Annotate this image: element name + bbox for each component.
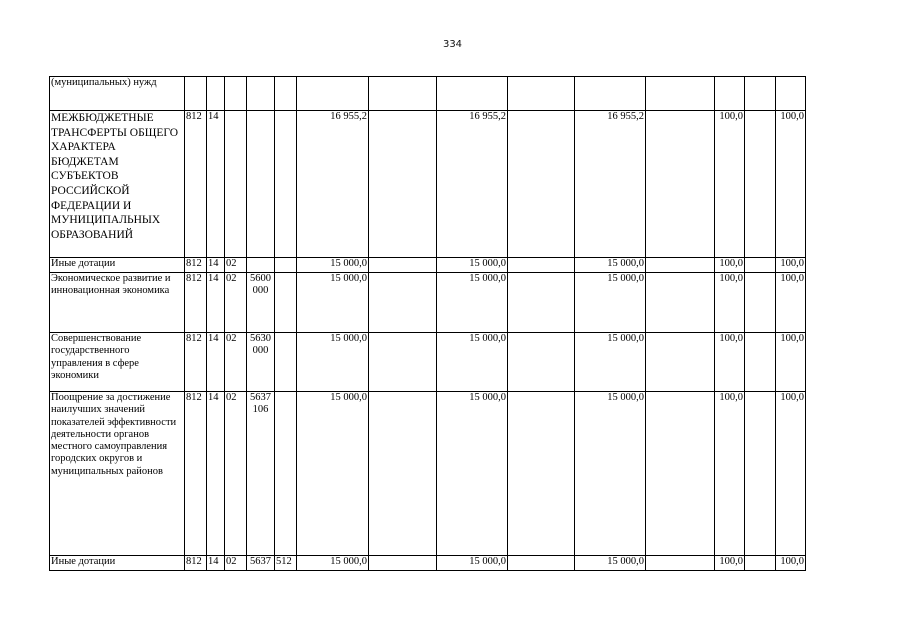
code-rz: 14 bbox=[207, 258, 225, 273]
code-vr bbox=[275, 333, 297, 392]
code-vr bbox=[275, 258, 297, 273]
row-name: Поощрение за достижение наилучших значений показателей эффективности деятельности органов местного самоуправления городских округов и муниципальных районов bbox=[50, 392, 185, 556]
empty-cell bbox=[646, 258, 715, 273]
percent-adjusted: 100,0 bbox=[776, 392, 806, 556]
code-csr bbox=[247, 111, 275, 258]
percent-plan: 100,0 bbox=[715, 273, 745, 333]
empty-cell bbox=[646, 556, 715, 571]
code-vr bbox=[275, 111, 297, 258]
row-name: Экономическое развитие и инновационная экономика bbox=[50, 273, 185, 333]
code-pr bbox=[225, 77, 247, 111]
value-actual: 15 000,0 bbox=[575, 556, 646, 571]
code-pr bbox=[225, 111, 247, 258]
empty-cell bbox=[508, 556, 575, 571]
page-number: 334 bbox=[442, 39, 463, 50]
empty-cell bbox=[369, 392, 437, 556]
row-name: Совершенствование государственного управления в сфере экономики bbox=[50, 333, 185, 392]
value-adjusted: 15 000,0 bbox=[437, 556, 508, 571]
code-pr: 02 bbox=[225, 273, 247, 333]
empty-cell bbox=[508, 77, 575, 111]
value-plan: 15 000,0 bbox=[297, 392, 369, 556]
code-gr: 812 bbox=[185, 392, 207, 556]
empty-cell bbox=[508, 258, 575, 273]
table-row bbox=[50, 111, 806, 258]
value-actual: 15 000,0 bbox=[575, 273, 646, 333]
empty-cell bbox=[745, 392, 776, 556]
code-csr: 5637 bbox=[247, 556, 275, 571]
table-row bbox=[50, 392, 806, 556]
code-csr bbox=[247, 77, 275, 111]
value-actual: 16 955,2 bbox=[575, 111, 646, 258]
empty-cell bbox=[646, 77, 715, 111]
code-csr bbox=[247, 258, 275, 273]
percent-adjusted bbox=[776, 77, 806, 111]
code-vr bbox=[275, 392, 297, 556]
percent-plan: 100,0 bbox=[715, 111, 745, 258]
value-plan bbox=[297, 77, 369, 111]
table-row bbox=[50, 258, 806, 273]
row-name: Иные дотации bbox=[50, 556, 185, 571]
code-rz bbox=[207, 77, 225, 111]
empty-cell bbox=[745, 333, 776, 392]
value-plan: 16 955,2 bbox=[297, 111, 369, 258]
code-csr: 5630 000 bbox=[247, 333, 275, 392]
value-plan: 15 000,0 bbox=[297, 333, 369, 392]
row-name: (муниципальных) нужд bbox=[50, 77, 185, 111]
value-adjusted: 15 000,0 bbox=[437, 273, 508, 333]
code-rz: 14 bbox=[207, 556, 225, 571]
value-actual: 15 000,0 bbox=[575, 333, 646, 392]
table-row bbox=[50, 273, 806, 333]
percent-adjusted: 100,0 bbox=[776, 333, 806, 392]
row-name: Иные дотации bbox=[50, 258, 185, 273]
code-pr: 02 bbox=[225, 258, 247, 273]
value-plan: 15 000,0 bbox=[297, 258, 369, 273]
empty-cell bbox=[745, 273, 776, 333]
code-csr: 5600 000 bbox=[247, 273, 275, 333]
code-rz: 14 bbox=[207, 273, 225, 333]
code-pr: 02 bbox=[225, 556, 247, 571]
empty-cell bbox=[369, 258, 437, 273]
empty-cell bbox=[369, 556, 437, 571]
code-pr: 02 bbox=[225, 392, 247, 556]
percent-plan: 100,0 bbox=[715, 556, 745, 571]
value-adjusted: 15 000,0 bbox=[437, 258, 508, 273]
empty-cell bbox=[369, 111, 437, 258]
table-row bbox=[50, 77, 806, 111]
percent-plan bbox=[715, 77, 745, 111]
value-plan: 15 000,0 bbox=[297, 556, 369, 571]
code-gr: 812 bbox=[185, 258, 207, 273]
budget-table bbox=[49, 76, 806, 571]
empty-cell bbox=[508, 333, 575, 392]
code-gr bbox=[185, 77, 207, 111]
code-pr: 02 bbox=[225, 333, 247, 392]
code-rz: 14 bbox=[207, 392, 225, 556]
table-row bbox=[50, 333, 806, 392]
empty-cell bbox=[369, 333, 437, 392]
empty-cell bbox=[745, 556, 776, 571]
empty-cell bbox=[369, 273, 437, 333]
code-gr: 812 bbox=[185, 556, 207, 571]
code-gr: 812 bbox=[185, 111, 207, 258]
budget-table-body bbox=[50, 77, 806, 571]
percent-adjusted: 100,0 bbox=[776, 556, 806, 571]
empty-cell bbox=[745, 258, 776, 273]
empty-cell bbox=[508, 111, 575, 258]
empty-cell bbox=[646, 392, 715, 556]
value-adjusted: 15 000,0 bbox=[437, 333, 508, 392]
percent-plan: 100,0 bbox=[715, 258, 745, 273]
empty-cell bbox=[646, 333, 715, 392]
code-csr: 5637 106 bbox=[247, 392, 275, 556]
table-row bbox=[50, 556, 806, 571]
value-actual: 15 000,0 bbox=[575, 392, 646, 556]
value-adjusted: 16 955,2 bbox=[437, 111, 508, 258]
code-gr: 812 bbox=[185, 333, 207, 392]
value-adjusted bbox=[437, 77, 508, 111]
value-actual bbox=[575, 77, 646, 111]
code-vr bbox=[275, 77, 297, 111]
empty-cell bbox=[369, 77, 437, 111]
empty-cell bbox=[646, 111, 715, 258]
empty-cell bbox=[508, 273, 575, 333]
empty-cell bbox=[745, 111, 776, 258]
value-actual: 15 000,0 bbox=[575, 258, 646, 273]
percent-plan: 100,0 bbox=[715, 392, 745, 556]
percent-plan: 100,0 bbox=[715, 333, 745, 392]
row-name: МЕЖБЮДЖЕТНЫЕ ТРАНСФЕРТЫ ОБЩЕГО ХАРАКТЕРА БЮДЖЕТАМ СУБЪЕКТОВ РОССИЙСКОЙ ФЕДЕРАЦИИ И МУНИЦИПАЛЬНЫХ ОБРАЗОВАНИЙ bbox=[50, 111, 185, 258]
percent-adjusted: 100,0 bbox=[776, 258, 806, 273]
code-vr bbox=[275, 273, 297, 333]
code-rz: 14 bbox=[207, 333, 225, 392]
value-plan: 15 000,0 bbox=[297, 273, 369, 333]
value-adjusted: 15 000,0 bbox=[437, 392, 508, 556]
code-gr: 812 bbox=[185, 273, 207, 333]
empty-cell bbox=[646, 273, 715, 333]
code-rz: 14 bbox=[207, 111, 225, 258]
code-vr: 512 bbox=[275, 556, 297, 571]
percent-adjusted: 100,0 bbox=[776, 111, 806, 258]
percent-adjusted: 100,0 bbox=[776, 273, 806, 333]
empty-cell bbox=[508, 392, 575, 556]
empty-cell bbox=[745, 77, 776, 111]
